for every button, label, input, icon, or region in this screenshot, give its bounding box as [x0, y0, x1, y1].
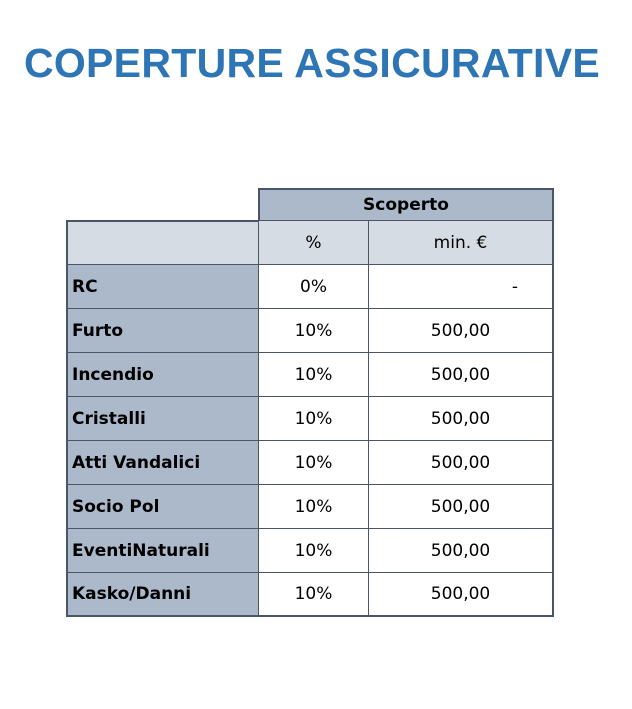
row-label: Cristalli	[66, 396, 259, 441]
row-percent: 10%	[258, 440, 369, 485]
row-min-amount: 500,00	[368, 308, 554, 353]
row-label: Atti Vandalici	[66, 440, 259, 485]
row-percent: 10%	[258, 484, 369, 529]
group-header-scoperto: Scoperto	[258, 188, 554, 221]
row-min-amount: 500,00	[368, 484, 554, 529]
row-percent: 0%	[258, 264, 369, 309]
row-label: Kasko/Danni	[66, 572, 259, 617]
row-percent: 10%	[258, 352, 369, 397]
row-label: RC	[66, 264, 259, 309]
row-percent: 10%	[258, 528, 369, 573]
row-min-amount: 500,00	[368, 440, 554, 485]
row-min-amount: 500,00	[368, 572, 554, 617]
row-label: EventiNaturali	[66, 528, 259, 573]
coverage-table	[66, 188, 554, 618]
page-title: COPERTURE ASSICURATIVE	[23, 40, 601, 86]
row-percent: 10%	[258, 572, 369, 617]
corner-header-cell	[66, 220, 259, 265]
row-min-amount: -	[368, 264, 554, 309]
row-label: Furto	[66, 308, 259, 353]
column-header-min: min. €	[368, 220, 554, 265]
row-min-amount: 500,00	[368, 528, 554, 573]
column-header-percent: %	[258, 220, 369, 265]
row-min-amount: 500,00	[368, 396, 554, 441]
row-percent: 10%	[258, 396, 369, 441]
row-percent: 10%	[258, 308, 369, 353]
row-min-amount: 500,00	[368, 352, 554, 397]
row-label: Socio Pol	[66, 484, 259, 529]
row-label: Incendio	[66, 352, 259, 397]
